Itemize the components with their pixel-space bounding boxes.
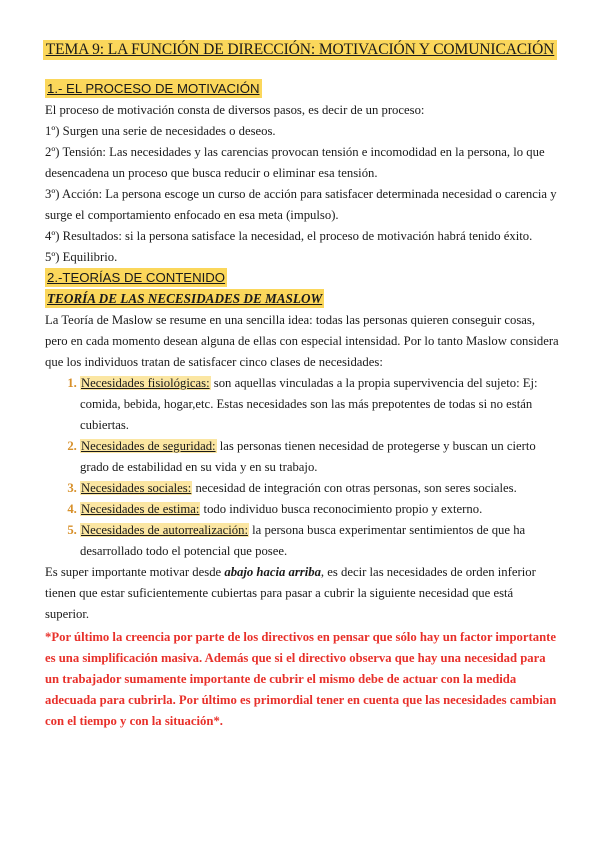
step-3: 3º) Acción: La persona escoge un curso de acción para satisfacer determinada necesidad o carencia y surge el comportamiento enfocado en esa meta (impulso). [45,187,557,222]
section-1-heading: 1.- EL PROCESO DE MOTIVACIÓN [47,81,260,96]
step-4: 4º) Resultados: si la persona satisface la necesidad, el proceso de motivación habrá tenido éxito. [45,229,533,243]
need-text: son aquellas vinculadas a la propia supervivencia del sujeto: Ej: comida, bebida, hogar,etc. Estas necesidades son las más prepotentes de todas si no están cubiertas. [80,376,538,432]
list-item [80,436,560,478]
conclusion-paragraph [45,562,560,625]
needs-list [45,373,560,562]
section-1-intro: El proceso de motivación consta de diversos pasos, es decir de un proceso: [45,103,425,117]
title-container [0,40,600,60]
conclusion-text: Es super importante motivar desde [45,565,225,579]
need-text: todo individuo busca reconocimiento propio y externo. [200,502,483,516]
conclusion-emphasis: abajo hacia arriba [224,565,321,579]
document-body [45,79,560,732]
section-2-heading: 2.-TEORÍAS DE CONTENIDO [47,270,226,285]
section-2 [45,268,560,732]
list-item [80,520,560,562]
need-text: la persona busca experimentar sentimientos de que ha desarrollado todo el potencial que posee. [80,523,526,558]
step-1: 1º) Surgen una serie de necesidades o deseos. [45,124,276,138]
list-item [80,478,560,499]
document-title: TEMA 9: LA FUNCIÓN DE DIRECCIÓN: MOTIVACIÓN Y COMUNICACIÓN [43,40,558,60]
need-text: necesidad de integración con otras personas, son seres sociales. [192,481,517,495]
need-term: Necesidades sociales: [81,481,192,495]
section-1 [45,79,560,268]
step-2: 2º) Tensión: Las necesidades y las carencias provocan tensión e incomodidad en la persona, lo que desencadena un proceso que busca reducir o eliminar esa tensión. [45,145,545,180]
need-term: Necesidades fisiológicas: [81,376,210,390]
maslow-intro: La Teoría de Maslow se resume en una sencilla idea: todas las personas quieren conseguir cosas, pero en cada momento desean alguna de ellas con especial intensidad. Por lo tanto Maslow considera que los individuos tratan de satisfacer cinco clases de necesidades: [45,313,559,369]
list-item [80,373,560,436]
list-item [80,499,560,520]
maslow-subheading: TEORÍA DE LAS NECESIDADES DE MASLOW [47,291,323,306]
conclusion-text-end: , es decir las necesidades de orden inferior tienen que estar suficientemente cubiertas para pasar a cubrir la siguiente necesidad que está superior. [45,565,536,621]
need-text: las personas tienen necesidad de protegerse y buscan un cierto grado de estabilidad en su vida y en su trabajo. [80,439,536,474]
red-note: *Por último la creencia por parte de los directivos en pensar que sólo hay un factor importante es una simplificación masiva. Además que si el directivo observa que hay una necesidad para un trabajador sumamente importante de cubrir el mismo debe de actuar con la medida adecuada para cubrirla. Por último es primordial tener en cuenta que las necesidades cambian con el tiempo y con la situación*. [45,630,557,728]
need-term: Necesidades de seguridad: [81,439,216,453]
need-term: Necesidades de autorrealización: [81,523,248,537]
step-5: 5º) Equilibrio. [45,250,118,264]
need-term: Necesidades de estima: [81,502,200,516]
